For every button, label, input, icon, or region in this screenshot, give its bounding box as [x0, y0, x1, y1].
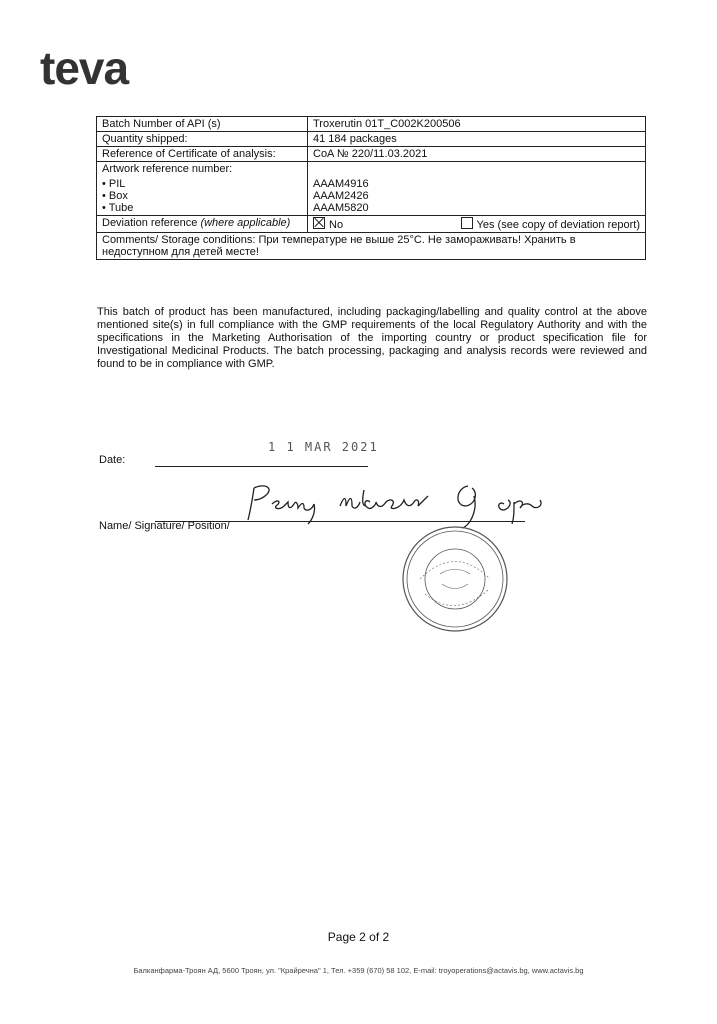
deviation-yes-option[interactable]	[461, 217, 640, 231]
artwork-label-cell	[97, 162, 308, 216]
artwork-box-value: AAAM2426	[313, 190, 369, 202]
coa-row	[97, 147, 646, 162]
comments-cell: Comments/ Storage conditions: При температуре не выше 25°C. Не замораживать! Хранить в недоступном для детей месте!	[97, 233, 646, 260]
deviation-label-cell	[97, 216, 308, 233]
artwork-values-cell	[308, 162, 646, 216]
gmp-statement: This batch of product has been manufactured, including packaging/labelling and quality control at the above mentioned site(s) in full compliance with the GMP requirements of the local Regulatory Authority and with the specifications in the Marketing Authorisation of the importing country or product specification file for Investigational Medicinal Products. The batch processing, packaging and analysis records were reviewed and found to be in compliance with GMP.	[97, 306, 647, 370]
date-label: Date:	[99, 454, 126, 466]
date-line	[155, 466, 368, 467]
deviation-label: Deviation reference	[102, 217, 198, 229]
quantity-row	[97, 132, 646, 147]
artwork-pil-label: • PIL	[102, 178, 126, 190]
teva-logo	[40, 40, 165, 95]
quantity-label: Quantity shipped:	[97, 132, 308, 147]
signature-label: Name/ Signature/ Position/	[99, 520, 230, 532]
comments-row	[97, 233, 646, 260]
checked-box-icon	[313, 217, 325, 229]
deviation-no-label: No	[329, 219, 344, 231]
company-seal	[400, 524, 510, 634]
batch-info-table	[96, 116, 646, 260]
deviation-yes-label: Yes (see copy of deviation report)	[476, 219, 640, 231]
batch-label: Batch Number of API (s)	[97, 117, 308, 132]
artwork-label: Artwork reference number:	[102, 163, 233, 175]
svg-text:teva: teva	[40, 42, 129, 94]
deviation-no-option[interactable]	[313, 217, 343, 231]
batch-value: Troxerutin 01T_C002K200506	[308, 117, 646, 132]
page-number: Page 2 of 2	[327, 930, 390, 944]
date-stamp: 1 1 MAR 2021	[268, 440, 379, 454]
artwork-tube-label: • Tube	[102, 202, 134, 214]
footer-contacts: Балканфарма-Троян АД, 5600 Троян, ул. "Крайречна" 1, Тел. +359 (670) 58 102, E-mail: troyoperations@actavis.bg, www.actavis.bg	[133, 966, 584, 975]
artwork-tube-value: AAAM5820	[313, 202, 369, 214]
quantity-value: 41 184 packages	[308, 132, 646, 147]
coa-label: Reference of Certificate of analysis:	[97, 147, 308, 162]
deviation-row	[97, 216, 646, 233]
deviation-label-note: (where applicable)	[200, 217, 291, 229]
coa-value: CoA № 220/11.03.2021	[308, 147, 646, 162]
artwork-box-label: • Box	[102, 190, 128, 202]
handwritten-signature	[232, 472, 552, 532]
artwork-row	[97, 162, 646, 216]
batch-row	[97, 117, 646, 132]
deviation-options-cell	[308, 216, 646, 233]
artwork-pil-value: AAAM4916	[313, 178, 369, 190]
unchecked-box-icon	[461, 217, 473, 229]
